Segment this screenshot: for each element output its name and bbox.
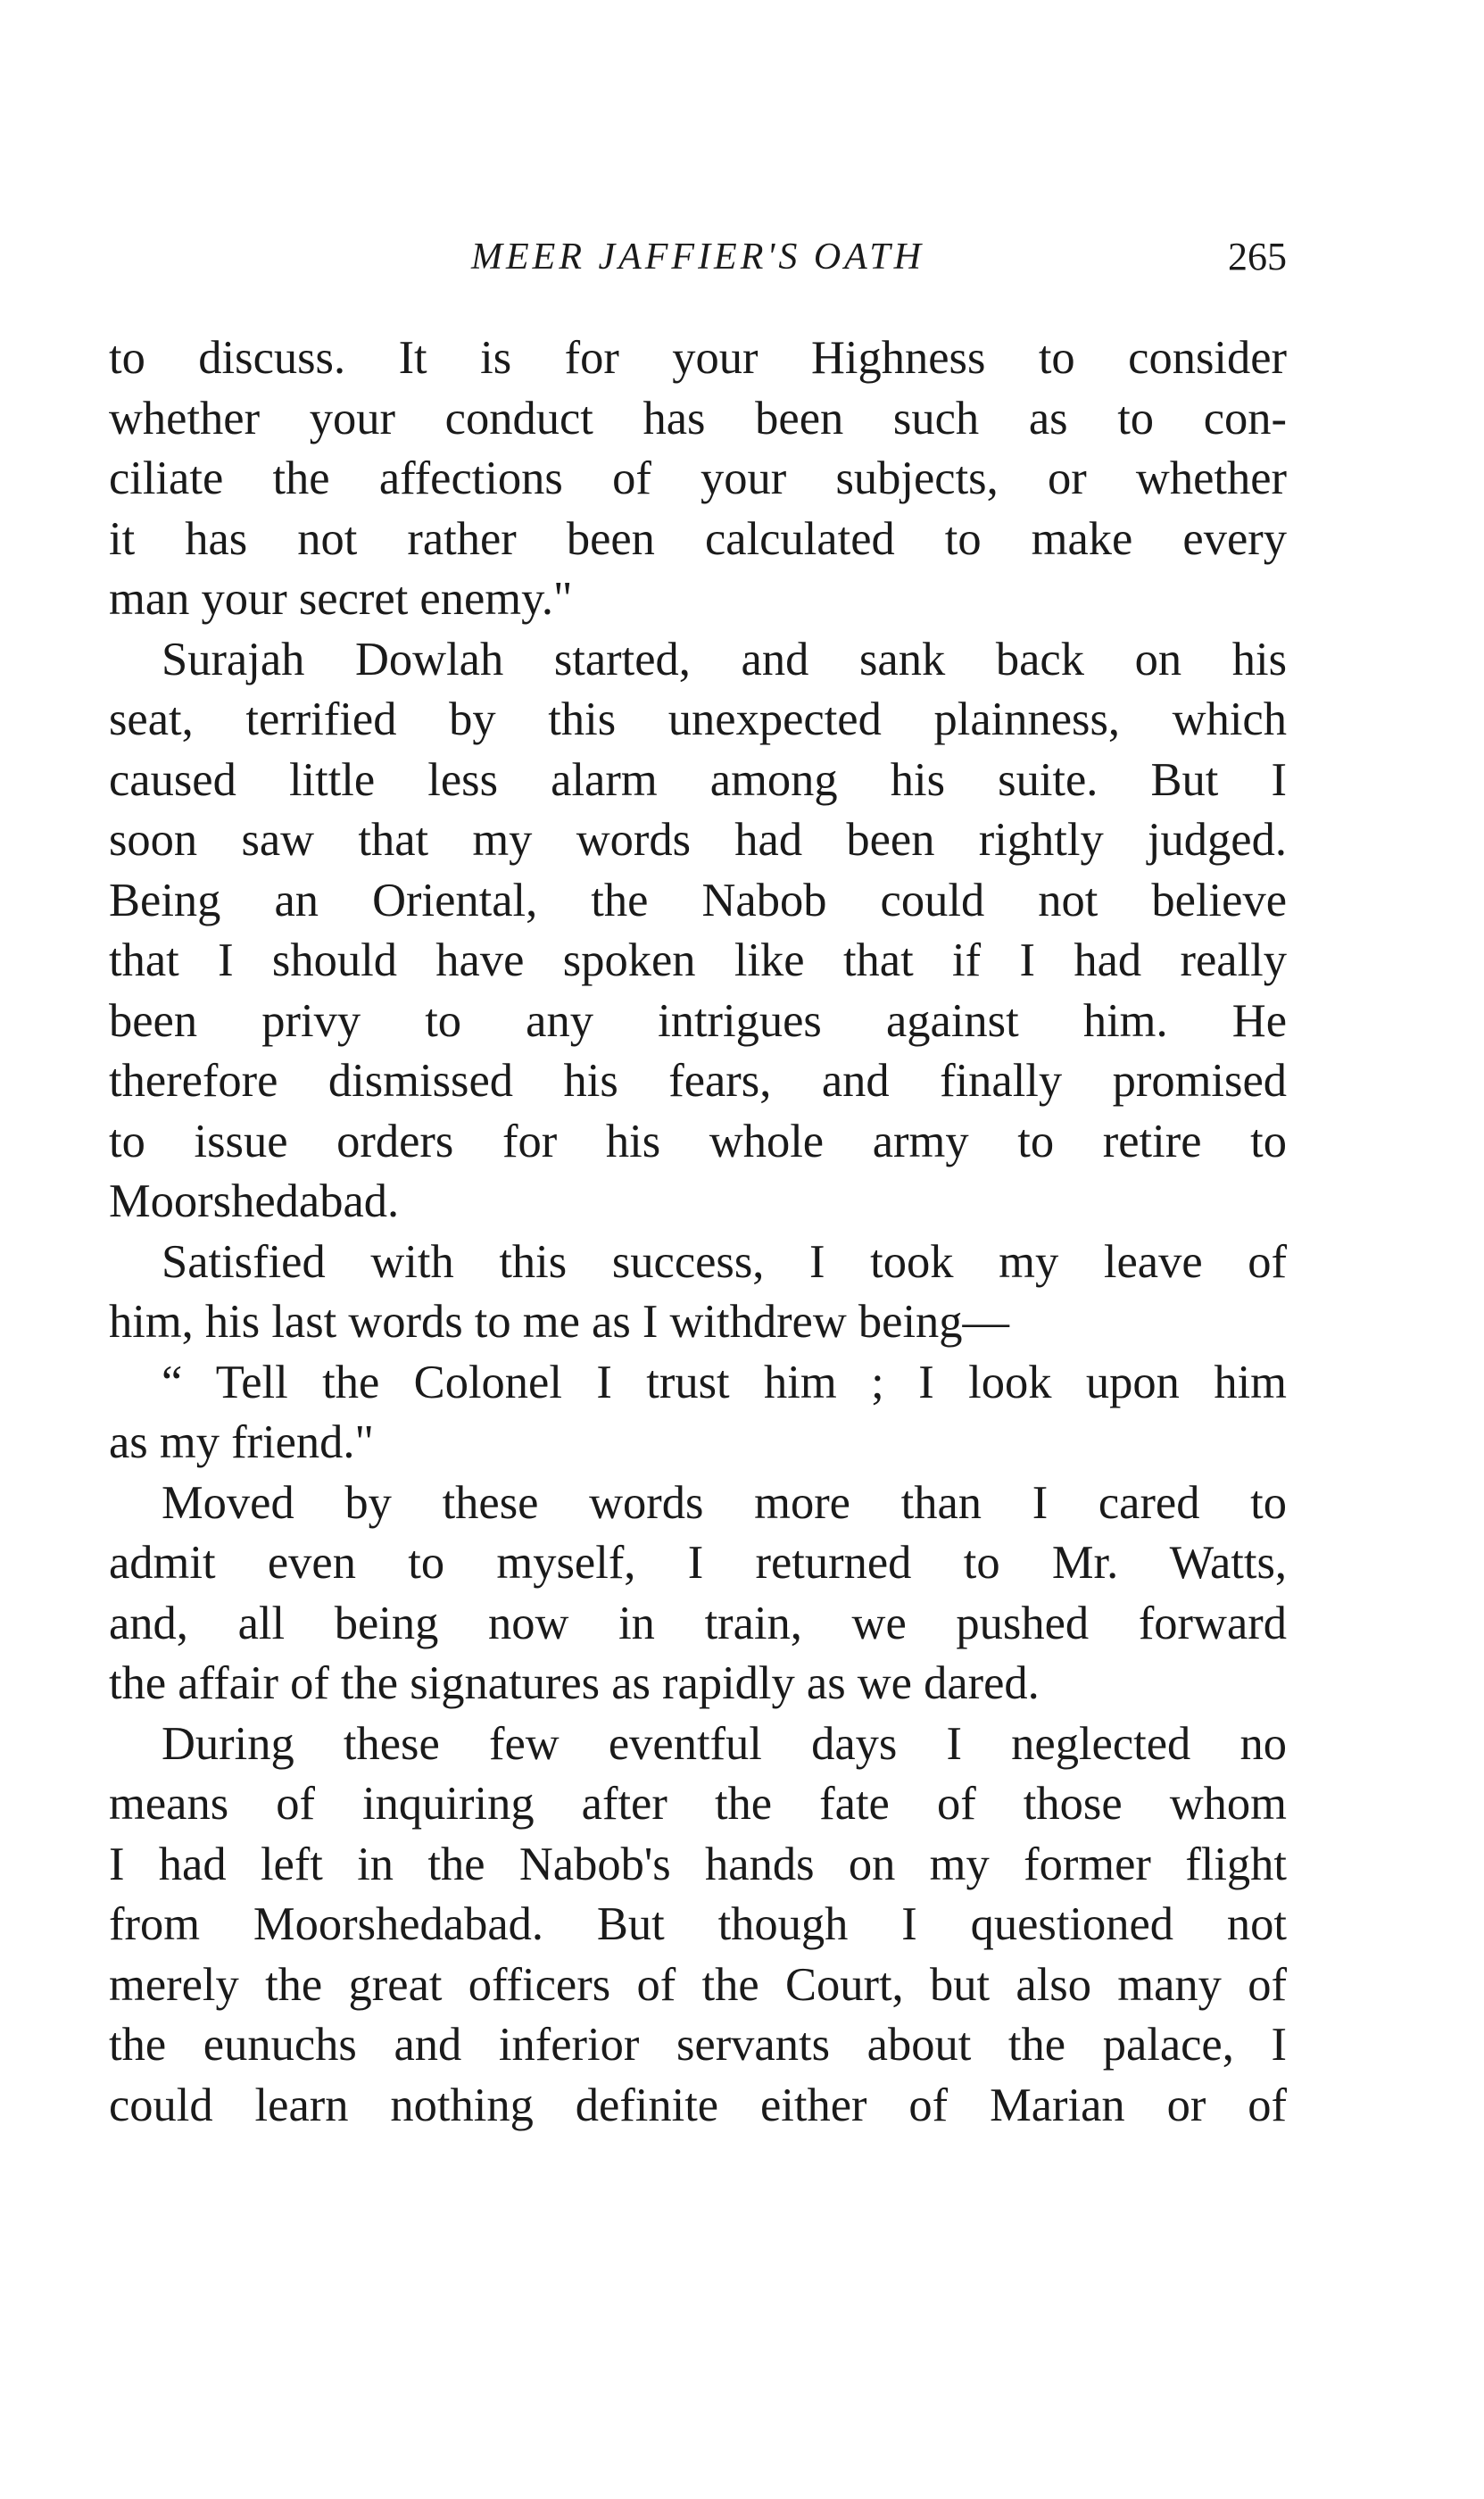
text-line: the affair of the signatures as rapidly as we dared.: [109, 1657, 1040, 1709]
text-line: Satisfied with this success, I took my leave of: [162, 1235, 1287, 1288]
text-line: soon saw that my words had been rightly judged.: [109, 814, 1287, 866]
text-line: Moorshedabad.: [109, 1175, 400, 1227]
page-number: 265: [1228, 235, 1287, 278]
text-line: I had left in the Nabob's hands on my former flight: [109, 1838, 1287, 1890]
text-line: Being an Oriental, the Nabob could not believe: [109, 874, 1287, 926]
text-line: caused little less alarm among his suite. But I: [109, 753, 1287, 806]
text-line: whether your conduct has been such as to con-: [109, 392, 1287, 444]
text-line: that I should have spoken like that if I had really: [109, 934, 1287, 986]
text-line: and, all being now in train, we pushed forward: [109, 1597, 1287, 1649]
text-line: ciliate the affections of your subjects, or whether: [109, 452, 1287, 504]
text-line: “ Tell the Colonel I trust him ; I look upon him: [162, 1356, 1287, 1408]
text-line: merely the great officers of the Court, but also many of: [109, 1958, 1287, 2011]
text-line: from Moorshedabad. But though I questioned not: [109, 1898, 1287, 1950]
text-line: could learn nothing definite either of Marian or of: [109, 2079, 1287, 2131]
text-line: therefore dismissed his fears, and finally promised: [109, 1055, 1287, 1107]
text-line: the eunuchs and inferior servants about the palace, I: [109, 2019, 1287, 2071]
text-line: seat, terrified by this unexpected plainness, which: [109, 693, 1287, 745]
text-line: Surajah Dowlah started, and sank back on his: [162, 633, 1287, 685]
text-line: admit even to myself, I returned to Mr. Watts,: [109, 1537, 1287, 1589]
text-line: to issue orders for his whole army to retire to: [109, 1115, 1287, 1167]
text-line: been privy to any intrigues against him. He: [109, 994, 1287, 1047]
text-line: means of inquiring after the fate of those whom: [109, 1778, 1287, 1830]
text-line: man your secret enemy.": [109, 573, 573, 625]
text-line: During these few eventful days I neglected no: [162, 1717, 1287, 1770]
text-line: Moved by these words more than I cared to: [162, 1476, 1287, 1529]
text-line: as my friend.": [109, 1416, 374, 1468]
text-line: to discuss. It is for your Highness to consider: [109, 332, 1287, 384]
body-text: [109, 328, 1287, 2136]
text-line: it has not rather been calculated to make every: [109, 512, 1287, 565]
running-title: MEER JAFFIER'S OATH: [471, 237, 924, 278]
text-line: him, his last words to me as I withdrew being—: [109, 1296, 1010, 1348]
running-head: [109, 230, 1287, 293]
